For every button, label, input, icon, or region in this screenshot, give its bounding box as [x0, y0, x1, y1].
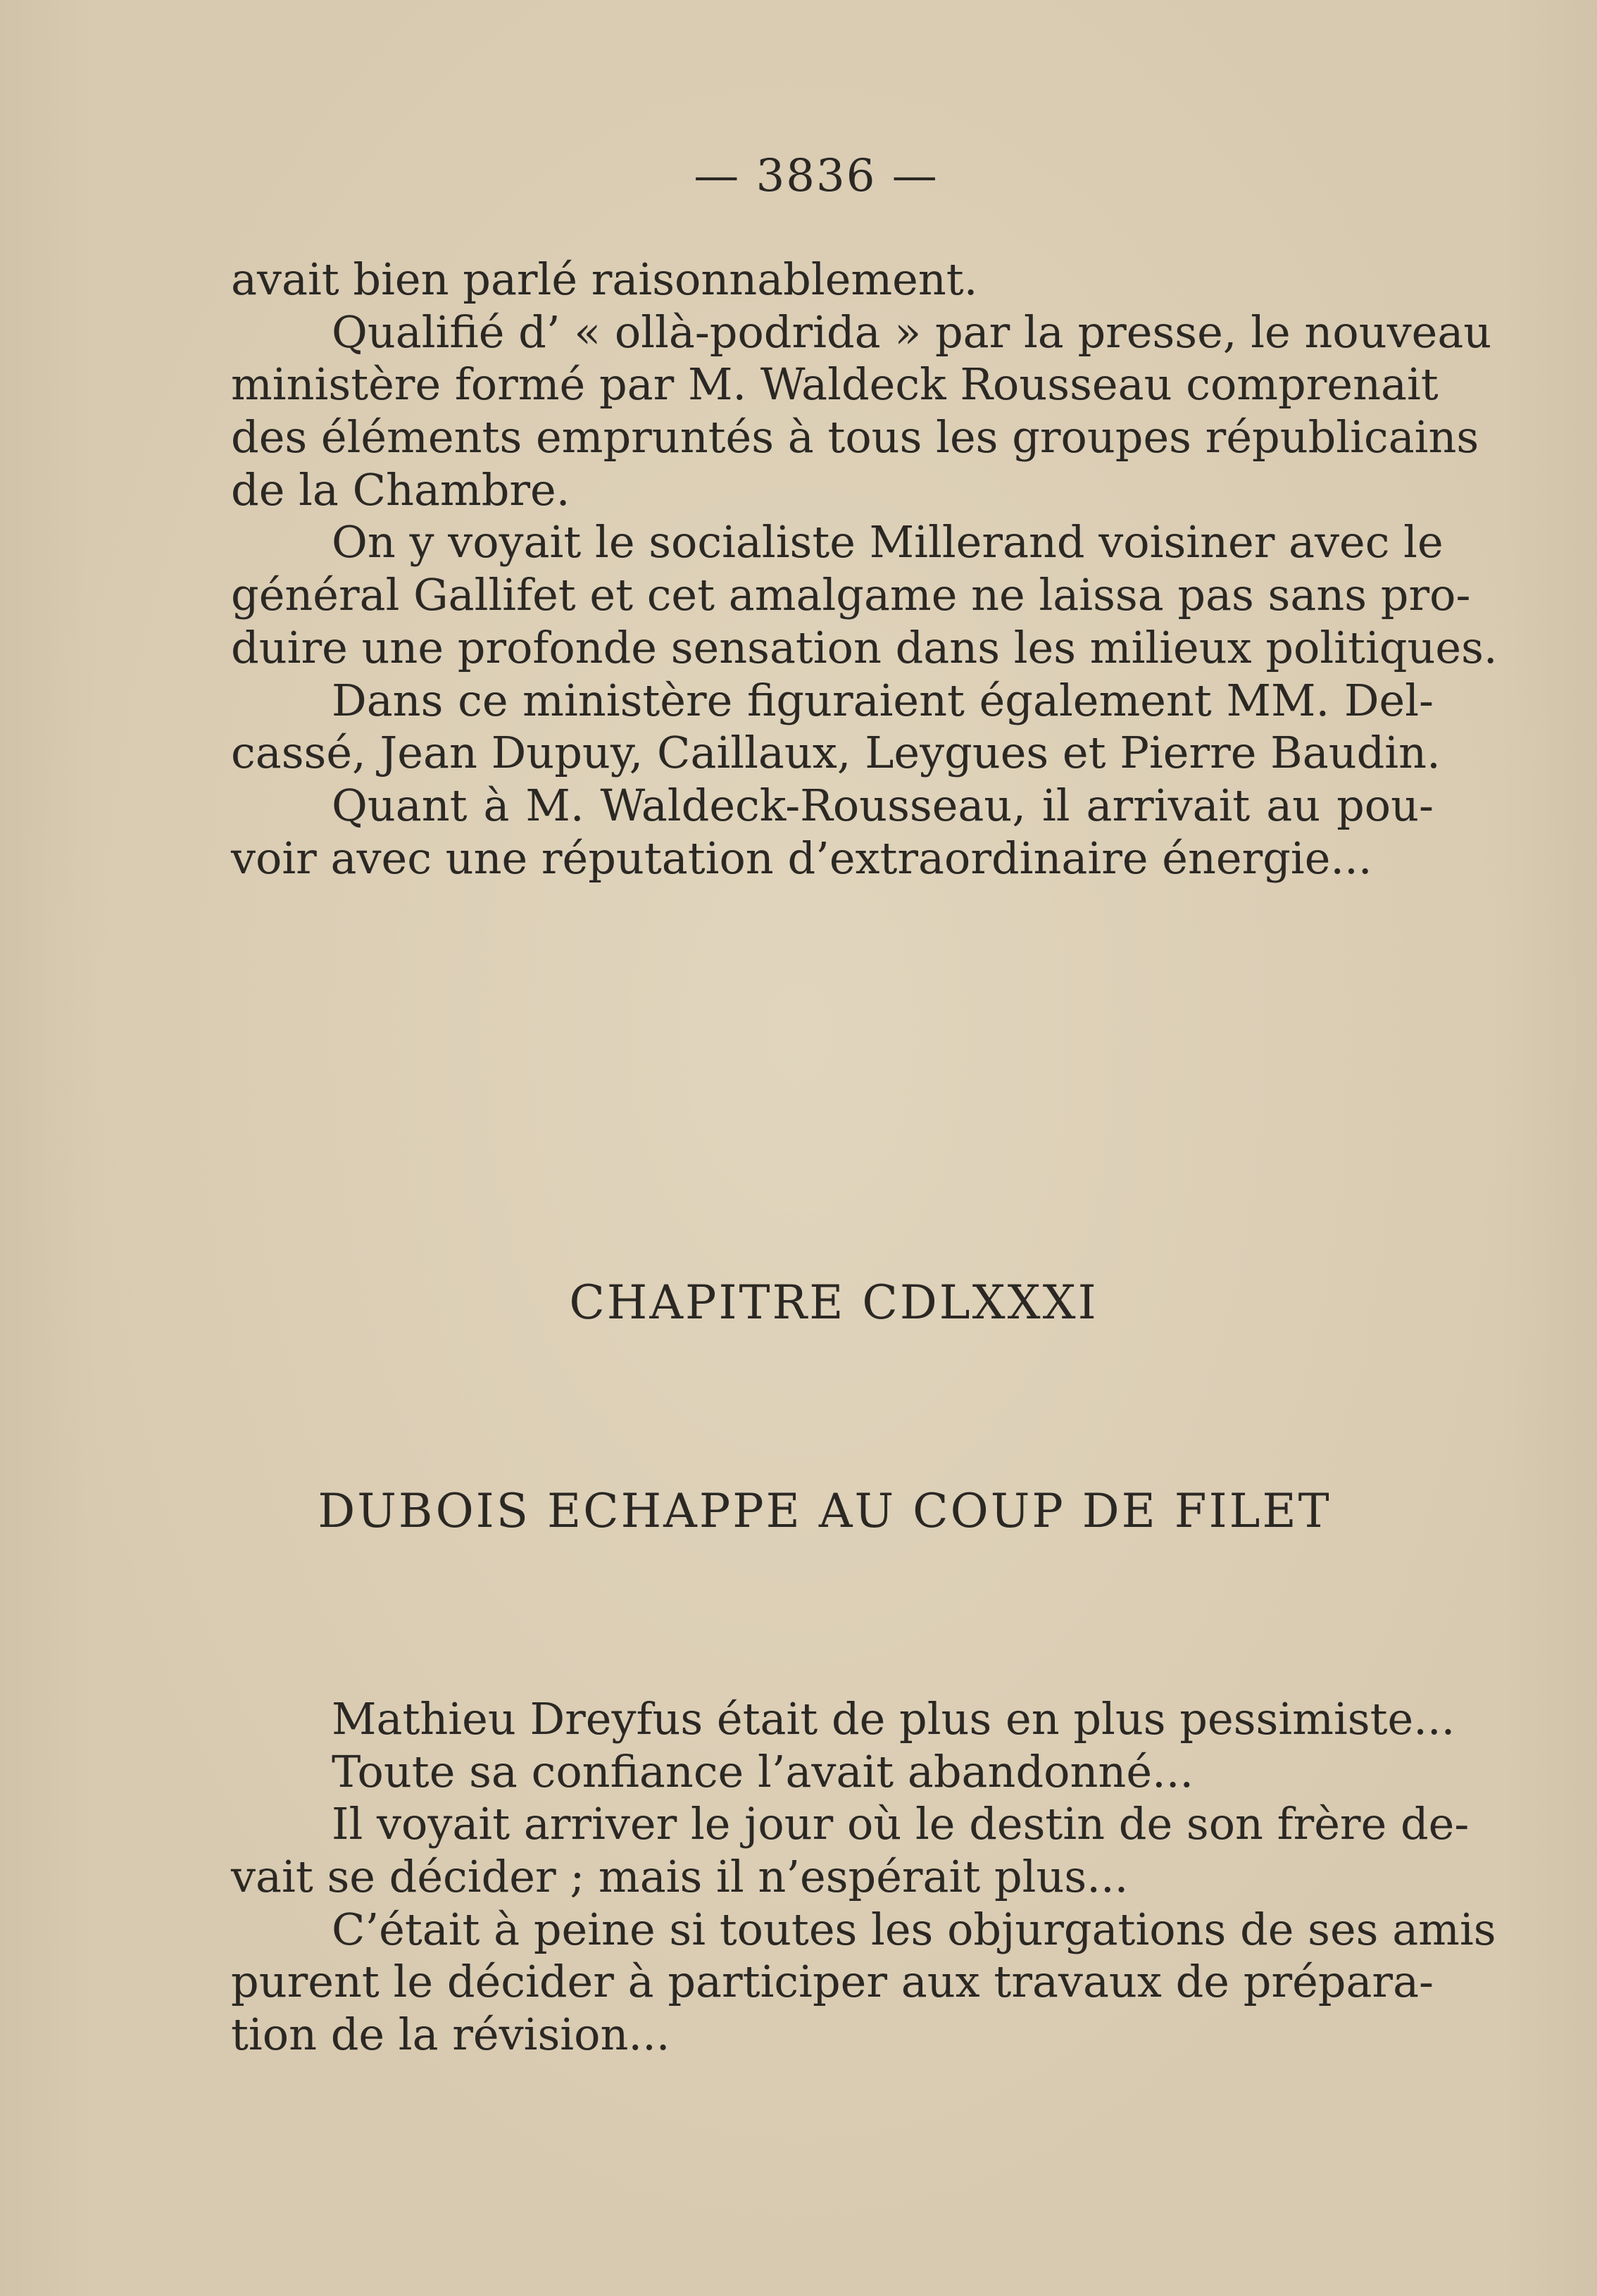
- chapter-title: CHAPITRE CDLXXXI: [569, 1275, 1098, 1330]
- text-line: C’était à peine si toutes les objurgations de ses amis: [332, 1903, 1496, 1955]
- text-line: ministère formé par M. Waldeck Rousseau comprenait: [231, 358, 1439, 411]
- text-line: général Gallifet et cet amalgame ne laissa pas sans pro-: [231, 569, 1471, 621]
- text-line: cassé, Jean Dupuy, Caillaux, Leygues et Pierre Baudin.: [231, 727, 1441, 779]
- text-line: de la Chambre.: [231, 463, 570, 516]
- page-number: — 3836 —: [694, 150, 939, 202]
- text-line: On y voyait le socialiste Millerand voisiner avec le: [332, 516, 1443, 568]
- text-line: tion de la révision...: [231, 2009, 670, 2061]
- bottom-text-block: [231, 1693, 1496, 2061]
- text-line: Dans ce ministère figuraient également MM. Del-: [332, 674, 1434, 726]
- chapter-subtitle: DUBOIS ECHAPPE AU COUP DE FILET: [318, 1484, 1332, 1538]
- text-line: voir avec une réputation d’extraordinaire énergie...: [231, 832, 1372, 884]
- text-line: Il voyait arriver le jour où le destin de son frère de-: [332, 1798, 1470, 1850]
- text-line: vait se décider ; mais il n’espérait plus...: [231, 1851, 1129, 1903]
- text-line: des éléments empruntés à tous les groupes républicains: [231, 411, 1479, 463]
- text-line: Qualifié d’ « ollà-podrida » par la presse, le nouveau: [332, 306, 1492, 358]
- top-text-block: [231, 254, 1498, 885]
- text-line: Quant à M. Waldeck-Rousseau, il arrivait au pou-: [332, 779, 1434, 831]
- text-line: avait bien parlé raisonnablement.: [231, 254, 978, 305]
- text-line: Mathieu Dreyfus était de plus en plus pessimiste...: [332, 1693, 1455, 1745]
- text-line: duire une profonde sensation dans les milieux politiques.: [231, 621, 1498, 673]
- text-line: purent le décider à participer aux travaux de prépara-: [231, 1956, 1434, 2008]
- text-line: Toute sa confiance l’avait abandonné...: [332, 1745, 1194, 1797]
